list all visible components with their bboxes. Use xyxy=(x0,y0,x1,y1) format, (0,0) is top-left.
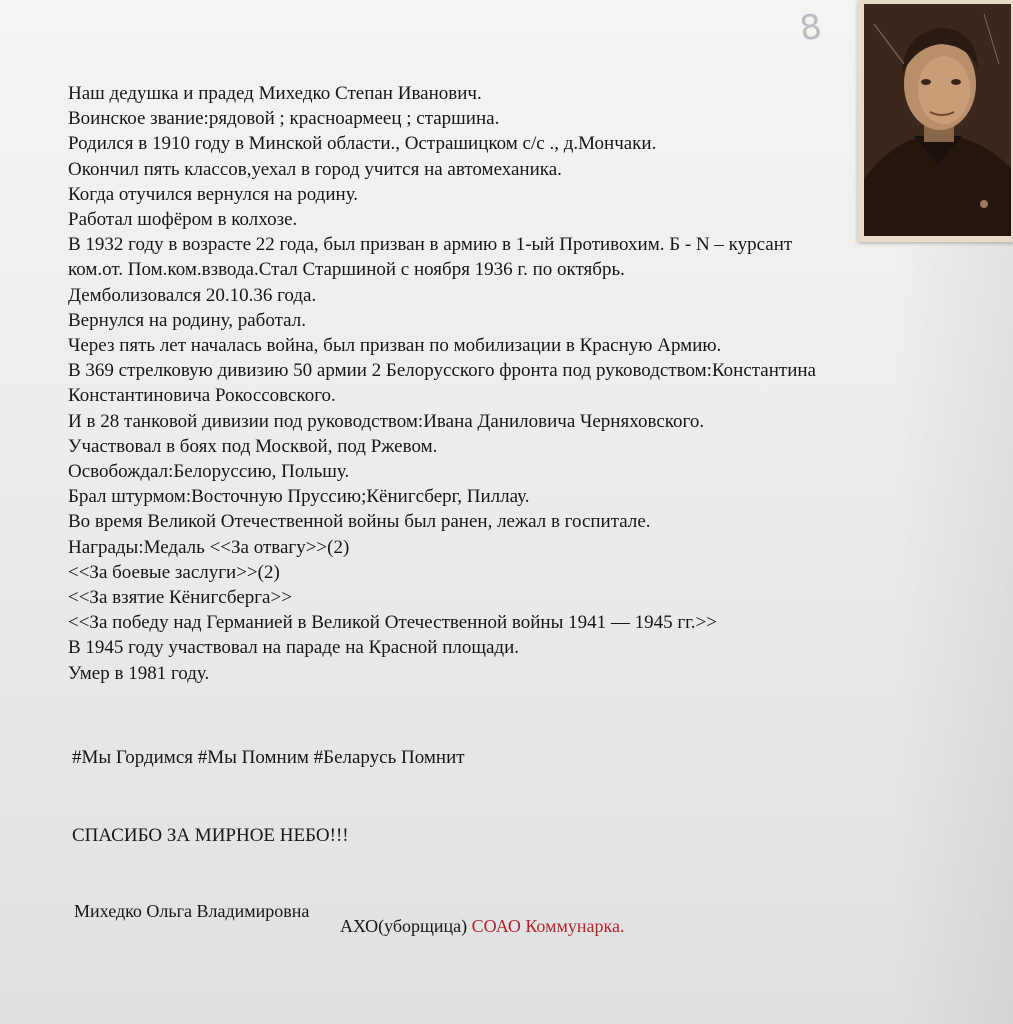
text-line: Через пять лет началась война, был призван по мобилизации в Красную Армию. xyxy=(68,335,722,357)
text-line: Работал шофёром в колхозе. xyxy=(68,209,298,231)
text-line: Родился в 1910 году в Минской области., Острашицком с/с ., д.Мончаки. xyxy=(68,133,657,155)
hashtags: #Мы Гордимся #Мы Помним #Беларусь Помнит xyxy=(72,747,465,768)
text-line: В 1945 году участвовал на параде на Красной площади. xyxy=(68,637,519,659)
text-line: Демболизовался 20.10.36 года. xyxy=(68,284,317,306)
handwritten-page-number: 8 xyxy=(797,6,825,50)
text-line: Окончил пять классов,уехал в город учится на автомеханика. xyxy=(68,158,562,180)
text-line: Брал штурмом:Восточную Пруссию;Кёнигсберг, Пиллау. xyxy=(68,486,530,508)
text-line: Вернулся на родину, работал. xyxy=(68,309,306,331)
department-role: АХО(уборщица) xyxy=(340,916,468,936)
text-line: <<За боевые заслуги>>(2) xyxy=(68,561,280,583)
text-line: Освобождал:Белоруссию, Польшу. xyxy=(68,461,350,483)
text-line: Во время Великой Отечественной войны был ранен, лежал в госпитале. xyxy=(68,511,651,533)
text-line: Награды:Медаль <<За отвагу>>(2) xyxy=(68,536,350,558)
text-line: ком.от. Пом.ком.взвода.Стал Старшиной с ноября 1936 г. по октябрь. xyxy=(68,259,625,281)
text-line: В 1932 году в возрасте 22 года, был призван в армию в 1-ый Противохим. Б - N – курсант xyxy=(68,234,793,256)
author-department xyxy=(340,916,624,937)
biography-text xyxy=(68,81,928,686)
text-line: Умер в 1981 году. xyxy=(68,662,210,684)
text-line: В 369 стрелковую дивизию 50 армии 2 Белорусского фронта под руководством:Константина xyxy=(68,360,816,382)
text-line: Константиновича Рокоссовского. xyxy=(68,385,336,407)
text-line: И в 28 танковой дивизии под руководством:Ивана Даниловича Черняховского. xyxy=(68,410,705,432)
text-line: <<За взятие Кёнигсберга>> xyxy=(68,587,292,609)
text-line: <<За победу над Германией в Великой Отечественной войны 1941 — 1945 гг.>> xyxy=(68,612,717,634)
thanks-heading: СПАСИБО ЗА МИРНОЕ НЕБО!!! xyxy=(72,825,349,846)
text-line: Когда отучился вернулся на родину. xyxy=(68,183,359,205)
text-line: Воинское звание:рядовой ; красноармеец ; старшина. xyxy=(68,108,500,130)
author-name: Михедко Ольга Владимировна xyxy=(74,901,310,921)
department-org: СОАО Коммунарка. xyxy=(471,916,625,936)
text-line: Участвовал в боях под Москвой, под Ржевом. xyxy=(68,435,438,457)
text-line: Наш дедушка и прадед Михедко Степан Иванович. xyxy=(68,83,482,104)
